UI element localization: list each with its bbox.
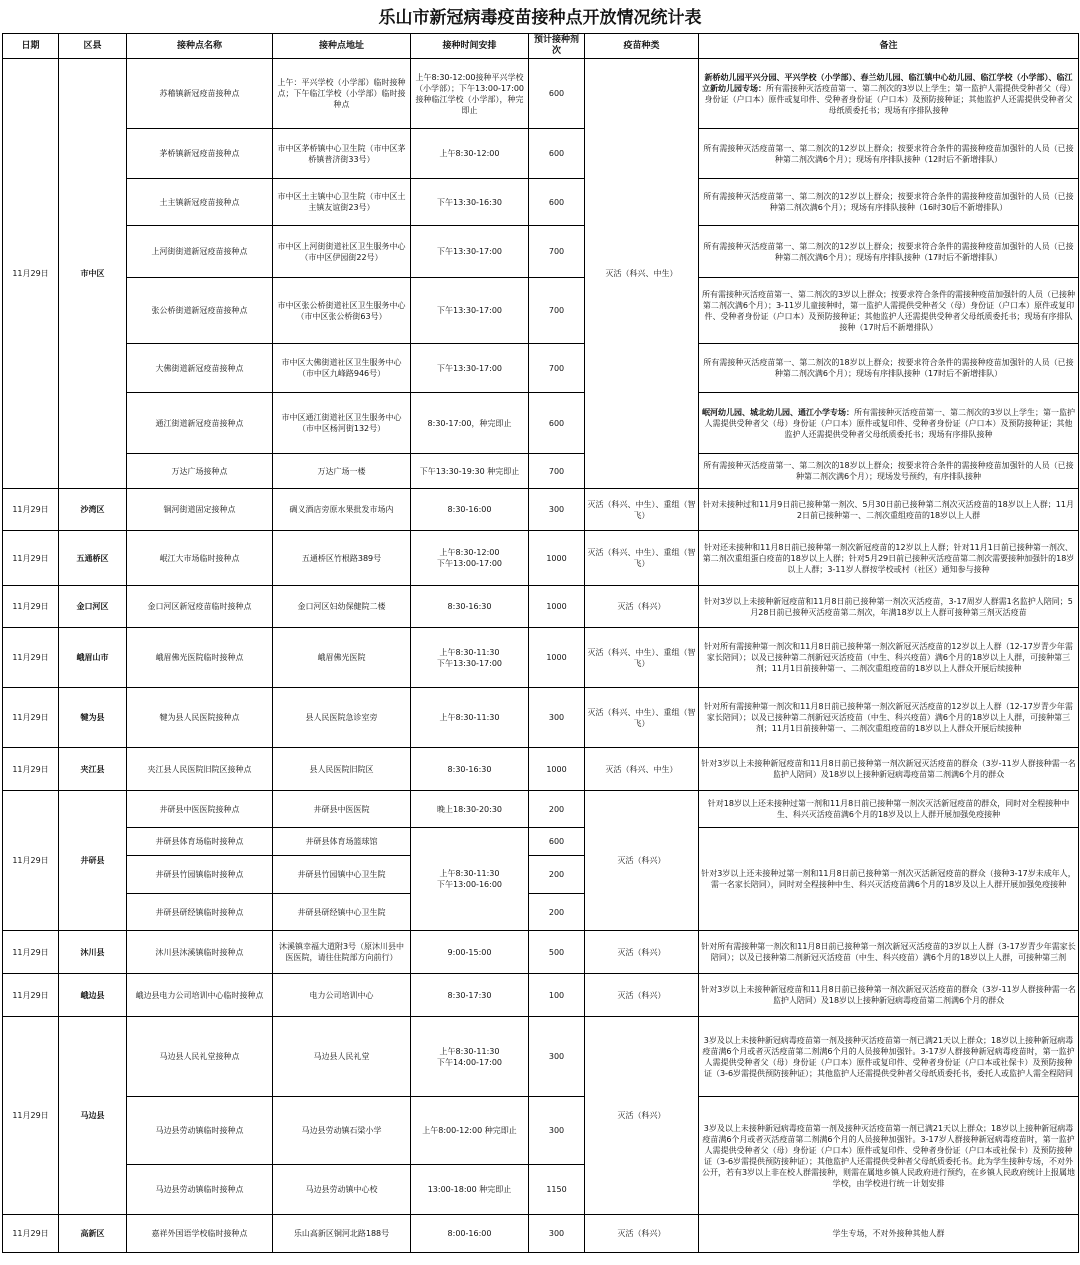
site-address-cell: 市中区上河街街道社区卫生服务中心（市中区伊园街22号） — [273, 226, 411, 278]
vaccine-cell: 灭活（科兴、中生）、重组（智飞） — [585, 531, 699, 586]
schedule-cell: 8:00-16:00 — [411, 1215, 529, 1253]
schedule-cell: 上午8:00-12:00 种完即止 — [411, 1097, 529, 1165]
schedule-cell: 上午8:30-11:30 下午13:00-16:00 — [411, 828, 529, 931]
doses-cell: 600 — [529, 393, 585, 454]
doses-cell: 300 — [529, 1215, 585, 1253]
table-row — [3, 931, 1079, 974]
doses-cell: 600 — [529, 828, 585, 856]
table-row — [3, 278, 1079, 344]
doses-cell: 1000 — [529, 628, 585, 688]
site-name-cell: 井研县竹园镇临时接种点 — [127, 856, 273, 894]
schedule-cell: 8:30-16:30 — [411, 748, 529, 791]
vaccine-cell: 灭活（科兴） — [585, 974, 699, 1017]
header-row — [3, 34, 1079, 59]
site-address-cell: 井研县竹园镇中心卫生院 — [273, 856, 411, 894]
note-text: 针对所有需接种第一剂次和11月8日前已接种第一剂次新冠灭活疫苗的12岁以上人群（12-17岁青少年需家长陪同）；以及已接种第二剂新冠灭活疫苗（中生、科兴疫苗）满6个月的18岁以上人群，可接种第三剂；11月1日前接种第一、二剂次重组疫苗的18岁以上人群众开展后续接种 — [704, 642, 1073, 673]
note-cell — [699, 531, 1079, 586]
site-name-cell: 井研县体育场临时接种点 — [127, 828, 273, 856]
site-address-cell: 市中区张公桥街道社区卫生服务中心（市中区张公桥街63号） — [273, 278, 411, 344]
schedule-cell: 上午8:30-11:30 — [411, 688, 529, 748]
site-address-cell: 万达广场一楼 — [273, 454, 411, 489]
note-cell — [699, 344, 1079, 393]
site-address-cell: 马边县人民礼堂 — [273, 1017, 411, 1097]
table-row — [3, 393, 1079, 454]
table-row — [3, 586, 1079, 628]
district-cell: 金口河区 — [59, 586, 127, 628]
header-vaccine: 疫苗种类 — [585, 34, 699, 59]
note-text: 所有需接种灭活疫苗第一、第二剂次的3岁以上学生；第一监护人需提供受种者父（母）身份证（户口本）原件或复印件、受种者身份证（户口本）及预防接种证；其他监护人还需提供受种者父母纸质委托书；现场有序排队接种 — [704, 83, 1076, 115]
date-cell: 11月29日 — [3, 974, 59, 1017]
note-text: 针对还未接种和11月8日前已接种第一剂次新冠疫苗的12岁以上人群；针对11月1日前已接种第一剂次、第二剂次重组蛋白疫苗的18岁以上人群；针对5月29日前已接种灭活疫苗第二剂次需要接种加强针的18岁以上人群；3-11岁人群按学校或村（社区）通知参与接种 — [702, 542, 1075, 574]
schedule-cell: 上午8:30-11:30 下午14:00-17:00 — [411, 1017, 529, 1097]
site-address-cell: 金口河区妇幼保健院二楼 — [273, 586, 411, 628]
note-cell — [699, 179, 1079, 226]
note-cell: 针对3岁以上还未接种过第一剂和11月8日前已接种第一剂次灭活新冠疫苗的群众（接种3-17岁未成年人，需一名家长陪同），同时对全程接种中生、科兴灭活疫苗满6个月的18岁及以上人群开展加强免疫接种 — [699, 828, 1079, 931]
doses-cell: 300 — [529, 489, 585, 531]
district-cell: 夹江县 — [59, 748, 127, 791]
note-text: 所有需接种灭活疫苗第一、第二剂次的18岁以上群众；按要求符合条件的需接种疫苗加强针的人员（已接种第二剂次满6个月）；现场发号预约，有序排队接种 — [703, 461, 1074, 481]
site-name-cell: 土主镇新冠疫苗接种点 — [127, 179, 273, 226]
doses-cell: 700 — [529, 226, 585, 278]
note-cell — [699, 226, 1079, 278]
note-text: 学生专场，不对外接种其他人群 — [832, 1229, 945, 1238]
schedule-cell: 上午8:30-12:00接种平兴学校（小学部）；下午13:00-17:00接种临江学校（小学部），种完即止 — [411, 59, 529, 129]
vaccine-cell: 灭活（科兴） — [585, 1215, 699, 1253]
site-address-cell: 县人民医院急诊室旁 — [273, 688, 411, 748]
district-cell: 峨眉山市 — [59, 628, 127, 688]
schedule-cell: 下午13:30-19:30 种完即止 — [411, 454, 529, 489]
schedule-cell: 8:30-17:30 — [411, 974, 529, 1017]
doses-cell: 500 — [529, 931, 585, 974]
note-text: 针对所有需接种第一剂次和11月8日前已接种第一剂次新冠灭活疫苗的12岁以上人群（12-17岁青少年需家长陪同）；以及已接种第二剂新冠灭活疫苗（中生、科兴疫苗）满6个月的18岁以上人群，可接种第三剂；11月1日前接种第一、二剂次重组疫苗的18岁以上人群众开展后续接种 — [704, 702, 1073, 733]
site-name-cell: 井研县研经镇临时接种点 — [127, 894, 273, 931]
vaccine-cell: 灭活（科兴、中生） — [585, 59, 699, 489]
note-cell — [699, 59, 1079, 129]
schedule-cell: 8:30-16:00 — [411, 489, 529, 531]
doses-cell: 200 — [529, 856, 585, 894]
district-cell: 峨边县 — [59, 974, 127, 1017]
site-address-cell: 峨眉佛光医院 — [273, 628, 411, 688]
site-address-cell: 马边县劳动镇石梁小学 — [273, 1097, 411, 1165]
schedule-cell: 上午8:30-12:00 — [411, 129, 529, 179]
note-cell — [699, 129, 1079, 179]
site-name-cell: 茅桥镇新冠疫苗接种点 — [127, 129, 273, 179]
note-text: 所有需接种灭活疫苗第一、第二剂次的12岁以上群众；按要求符合条件的需接种疫苗加强针的人员（已接种第二剂次满6个月）；现场有序排队接种（17时后不新增排队） — [703, 241, 1074, 262]
doses-cell: 100 — [529, 974, 585, 1017]
doses-cell: 300 — [529, 1097, 585, 1165]
district-cell: 沐川县 — [59, 931, 127, 974]
doses-cell: 600 — [529, 129, 585, 179]
site-address-cell: 上午：平兴学校（小学部）临时接种点；下午临江学校（小学部）临时接种点 — [273, 59, 411, 129]
site-name-cell: 上河街街道新冠疫苗接种点 — [127, 226, 273, 278]
schedule-cell: 9:00-15:00 — [411, 931, 529, 974]
site-address-cell: 市中区茅桥镇中心卫生院（市中区茅桥镇普济街33号） — [273, 129, 411, 179]
header-doses: 预计接种剂次 — [529, 34, 585, 59]
note-text: 针对所有需接种第一剂次和11月8日前已接种第一剂次新冠灭活疫苗的3岁以上人群（3-17岁青少年需家长陪同）；以及已接种第二剂新冠灭活疫苗（中生、科兴疫苗）满6个月的18岁以上人群，可接种第三剂 — [701, 942, 1076, 962]
schedule-cell: 上午8:30-11:30 下午13:30-17:00 — [411, 628, 529, 688]
vaccine-cell: 灭活（科兴） — [585, 931, 699, 974]
note-text: 针对3岁以上未接种新冠疫苗和11月8日前已接种第一剂次灭活疫苗，3-17周岁人群需1名监护人陪同；5月28日前已接种灭活疫苗第二剂次，年满18岁以上人群可接种第三剂灭活疫苗 — [704, 596, 1073, 617]
table-row — [3, 828, 1079, 856]
doses-cell: 300 — [529, 1017, 585, 1097]
table-row — [3, 628, 1079, 688]
district-cell: 井研县 — [59, 791, 127, 931]
vaccination-table — [2, 33, 1079, 1253]
table-row — [3, 226, 1079, 278]
table-row — [3, 1017, 1079, 1097]
note-cell — [699, 931, 1079, 974]
note-text: 针对3岁以上未接种新冠疫苗和11月8日前已接种第一剂次新冠灭活疫苗的群众（3岁-11岁人群接种需一名监护人陪同）及18岁以上接种新冠病毒疫苗第二剂满6个月的群众 — [701, 985, 1076, 1005]
site-address-cell: 碉义酒店旁原水果批发市场内 — [273, 489, 411, 531]
note-cell — [699, 586, 1079, 628]
note-text: 所有需接种灭活疫苗第一、第二剂次的18岁以上群众；按要求符合条件的需接种疫苗加强针的人员（已接种第二剂次满6个月）；现场有序排队接种（17时后不新增排队） — [703, 358, 1074, 378]
vaccine-cell: 灭活（科兴） — [585, 586, 699, 628]
vaccine-cell: 灭活（科兴） — [585, 791, 699, 931]
header-district: 区县 — [59, 34, 127, 59]
date-cell: 11月29日 — [3, 531, 59, 586]
header-date: 日期 — [3, 34, 59, 59]
note-text: 所有需接种灭活疫苗第一、第二剂次的12岁以上群众；按要求符合条件的需接种疫苗加强针的人员（已接种第二剂次满6个月）；现场有序排队接种（12时后不新增排队） — [703, 143, 1074, 164]
site-name-cell: 岷江大市场临时接种点 — [127, 531, 273, 586]
site-name-cell: 大佛街道新冠疫苗接种点 — [127, 344, 273, 393]
note-cell — [699, 688, 1079, 748]
table-row — [3, 748, 1079, 791]
site-name-cell: 峨眉佛光医院临时接种点 — [127, 628, 273, 688]
vaccine-cell: 灭活（科兴） — [585, 1017, 699, 1215]
schedule-cell: 晚上18:30-20:30 — [411, 791, 529, 828]
table-row — [3, 1215, 1079, 1253]
vaccine-cell: 灭活（科兴、中生）、重组（智飞） — [585, 688, 699, 748]
doses-cell: 1150 — [529, 1165, 585, 1215]
schedule-cell: 下午13:30-16:30 — [411, 179, 529, 226]
site-address-cell: 沐溪镇幸福大道附3号（原沐川县中医医院，请往住院部方向前行） — [273, 931, 411, 974]
site-name-cell: 马边县人民礼堂接种点 — [127, 1017, 273, 1097]
district-cell: 犍为县 — [59, 688, 127, 748]
doses-cell: 200 — [529, 894, 585, 931]
note-text: 所有需接种灭活疫苗第一、第二剂次的12岁以上群众；按要求符合条件的需接种疫苗加强针的人员（已接种第二剂次满6个月）；现场有序排队接种（16时30后不新增排队） — [703, 192, 1074, 212]
vaccine-cell: 灭活（科兴、中生） — [585, 748, 699, 791]
note-cell — [699, 1215, 1079, 1253]
site-name-cell: 井研县中医医院接种点 — [127, 791, 273, 828]
schedule-cell: 下午13:30-17:00 — [411, 278, 529, 344]
note-cell: 3岁及以上未接种新冠病毒疫苗第一剂及接种灭活疫苗第一剂已满21天以上群众；18岁以上接种新冠病毒疫苗满6个月或者灭活疫苗第二剂满6个月的人员接种加强针。3-17岁人群接种新冠病毒疫苗时，第一监护人需提供受种者父（母）身份证（户口本）原件或复印件、受种者身份证（户口本或社保卡）及预防接种证（3-6岁需提供预防接种证）；其他监护人还需提供受种者父母纸质委托书，委托人或监护人需全程陪同 — [699, 1017, 1079, 1097]
note-text: 针对未接种过和11月9日前已接种第一剂次、5月30日前已接种第二剂次灭活疫苗的18岁以上人群；11月2日前已接种第一、二剂次重组疫苗的18岁以上人群 — [703, 499, 1074, 520]
table-row — [3, 791, 1079, 828]
doses-cell: 200 — [529, 791, 585, 828]
site-address-cell: 市中区通江街道社区卫生服务中心（市中区杨河街132号） — [273, 393, 411, 454]
table-row — [3, 531, 1079, 586]
note-cell — [699, 628, 1079, 688]
site-name-cell: 马边县劳动镇临时接种点 — [127, 1165, 273, 1215]
doses-cell: 300 — [529, 688, 585, 748]
note-text: 所有需接种灭活疫苗第一、第二剂次的3岁以上群众；按要求符合条件的需接种疫苗加强针的人员（已接种第二剂次满6个月）；3-11岁儿童接种时，第一监护人需提供受种者父（母）身份证（户口本）原件或复印件、受种者身份证（户口本）及预防接种证；其他监护人还需提供受种者父母纸质委托书；现场有序排队接种（17时后不新增排队） — [701, 289, 1076, 332]
doses-cell: 700 — [529, 344, 585, 393]
site-name-cell: 沐川县沐溪镇临时接种点 — [127, 931, 273, 974]
doses-cell: 1000 — [529, 531, 585, 586]
site-name-cell: 苏稽镇新冠疫苗接种点 — [127, 59, 273, 129]
note-cell: 3岁及以上未接种新冠病毒疫苗第一剂及接种灭活疫苗第一剂已满21天以上群众；18岁以上接种新冠病毒疫苗满6个月或者灭活疫苗第二剂满6个月的人员接种加强针。3-17岁人群接种新冠病毒疫苗时，第一监护人需提供受种者父（母）身份证（户口本）原件或复印件、受种者身份证（户口本或社保卡）及预防接种证（3-6岁需提供预防接种证）；其他监护人还需提供受种者父母纸质委托书。此为学生接种专场，不对外公开，若有3岁以上非在校人群需接种，则需在属地乡镇人民政府进行预约，在乡镇人民政府统计上报属地学校，由学校进行统一计划安排 — [699, 1097, 1079, 1215]
table-row — [3, 688, 1079, 748]
note-cell — [699, 454, 1079, 489]
site-address-cell: 市中区大佛街道社区卫生服务中心（市中区九峰路946号） — [273, 344, 411, 393]
note-cell — [699, 278, 1079, 344]
note-cell — [699, 393, 1079, 454]
site-name-cell: 万达广场接种点 — [127, 454, 273, 489]
header-site-address: 接种点地址 — [273, 34, 411, 59]
site-name-cell: 金口河区新冠疫苗临时接种点 — [127, 586, 273, 628]
site-address-cell: 乐山高新区铜河北路188号 — [273, 1215, 411, 1253]
site-address-cell: 县人民医院旧院区 — [273, 748, 411, 791]
schedule-cell: 8:30-16:30 — [411, 586, 529, 628]
table-row — [3, 344, 1079, 393]
note-highlight: 新桥幼儿园平兴分园、平兴学校（小学部）、春兰幼儿园、临江镇中心幼儿园、临江学校（小学部）、临江立新幼儿园专场： — [701, 72, 1073, 93]
site-name-cell: 峨边县电力公司培训中心临时接种点 — [127, 974, 273, 1017]
header-schedule: 接种时间安排 — [411, 34, 529, 59]
header-notes: 备注 — [699, 34, 1079, 59]
vaccine-cell: 灭活（科兴、中生）、重组（智飞） — [585, 628, 699, 688]
date-cell: 11月29日 — [3, 748, 59, 791]
doses-cell: 600 — [529, 59, 585, 129]
site-address-cell: 井研县体育场篮球馆 — [273, 828, 411, 856]
district-cell: 马边县 — [59, 1017, 127, 1215]
doses-cell: 1000 — [529, 748, 585, 791]
district-cell: 五通桥区 — [59, 531, 127, 586]
date-cell: 11月29日 — [3, 1215, 59, 1253]
doses-cell: 700 — [529, 454, 585, 489]
site-name-cell: 铜河街道固定接种点 — [127, 489, 273, 531]
site-name-cell: 张公桥街道新冠疫苗接种点 — [127, 278, 273, 344]
site-address-cell: 井研县研经镇中心卫生院 — [273, 894, 411, 931]
table-row — [3, 1097, 1079, 1165]
note-cell: 针对18岁以上还未接种过第一剂和11月8日前已接种第一剂次灭活新冠疫苗的群众，同时对全程接种中生、科兴灭活疫苗满6个月的18岁及以上人群开展加强免疫接种 — [699, 791, 1079, 828]
doses-cell: 1000 — [529, 586, 585, 628]
schedule-cell: 上午8:30-12:00 下午13:00-17:00 — [411, 531, 529, 586]
note-cell — [699, 748, 1079, 791]
date-cell: 11月29日 — [3, 791, 59, 931]
site-address-cell: 马边县劳动镇中心校 — [273, 1165, 411, 1215]
note-cell — [699, 974, 1079, 1017]
district-cell: 沙湾区 — [59, 489, 127, 531]
note-text: 所有需接种灭活疫苗第一、第二剂次的3岁以上学生；第一监护人需提供受种者父（母）身份证（户口本）原件或复印件、受种者身份证（户口本）及预防接种证；其他监护人还需提供受种者父母纸质委托书；现场有序排队接种 — [704, 407, 1076, 439]
date-cell: 11月29日 — [3, 1017, 59, 1215]
date-cell: 11月29日 — [3, 931, 59, 974]
schedule-cell: 下午13:30-17:00 — [411, 344, 529, 393]
site-address-cell: 五通桥区竹根路389号 — [273, 531, 411, 586]
vaccine-cell: 灭活（科兴、中生）、重组（智飞） — [585, 489, 699, 531]
note-text: 针对3岁以上未接种新冠疫苗和11月8日前已接种第一剂次新冠灭活疫苗的群众（3岁-11岁人群接种需一名监护人陪同）及18岁以上接种新冠病毒疫苗第二剂满6个月的群众 — [701, 759, 1076, 779]
date-cell: 11月29日 — [3, 688, 59, 748]
table-row — [3, 179, 1079, 226]
site-name-cell: 犍为县人民医院接种点 — [127, 688, 273, 748]
header-site-name: 接种点名称 — [127, 34, 273, 59]
table-row — [3, 974, 1079, 1017]
table-row — [3, 59, 1079, 129]
date-cell: 11月29日 — [3, 586, 59, 628]
table-row — [3, 489, 1079, 531]
table-row — [3, 129, 1079, 179]
schedule-cell: 下午13:30-17:00 — [411, 226, 529, 278]
site-name-cell: 嘉祥外国语学校临时接种点 — [127, 1215, 273, 1253]
table-row — [3, 454, 1079, 489]
date-cell: 11月29日 — [3, 628, 59, 688]
date-cell: 11月29日 — [3, 59, 59, 489]
site-name-cell: 马边县劳动镇临时接种点 — [127, 1097, 273, 1165]
district-cell: 市中区 — [59, 59, 127, 489]
date-cell: 11月29日 — [3, 489, 59, 531]
district-cell: 高新区 — [59, 1215, 127, 1253]
site-address-cell: 井研县中医医院 — [273, 791, 411, 828]
site-address-cell: 市中区土主镇中心卫生院（市中区土主镇友谊街23号） — [273, 179, 411, 226]
schedule-cell: 8:30-17:00，种完即止 — [411, 393, 529, 454]
doses-cell: 600 — [529, 179, 585, 226]
doses-cell: 700 — [529, 278, 585, 344]
note-highlight: 岷河幼儿园、城北幼儿园、通江小学专场： — [701, 407, 854, 417]
schedule-cell: 13:00-18:00 种完即止 — [411, 1165, 529, 1215]
site-name-cell: 通江街道新冠疫苗接种点 — [127, 393, 273, 454]
site-address-cell: 电力公司培训中心 — [273, 974, 411, 1017]
site-name-cell: 夹江县人民医院旧院区接种点 — [127, 748, 273, 791]
page-title: 乐山市新冠病毒疫苗接种点开放情况统计表 — [378, 8, 702, 28]
note-cell — [699, 489, 1079, 531]
